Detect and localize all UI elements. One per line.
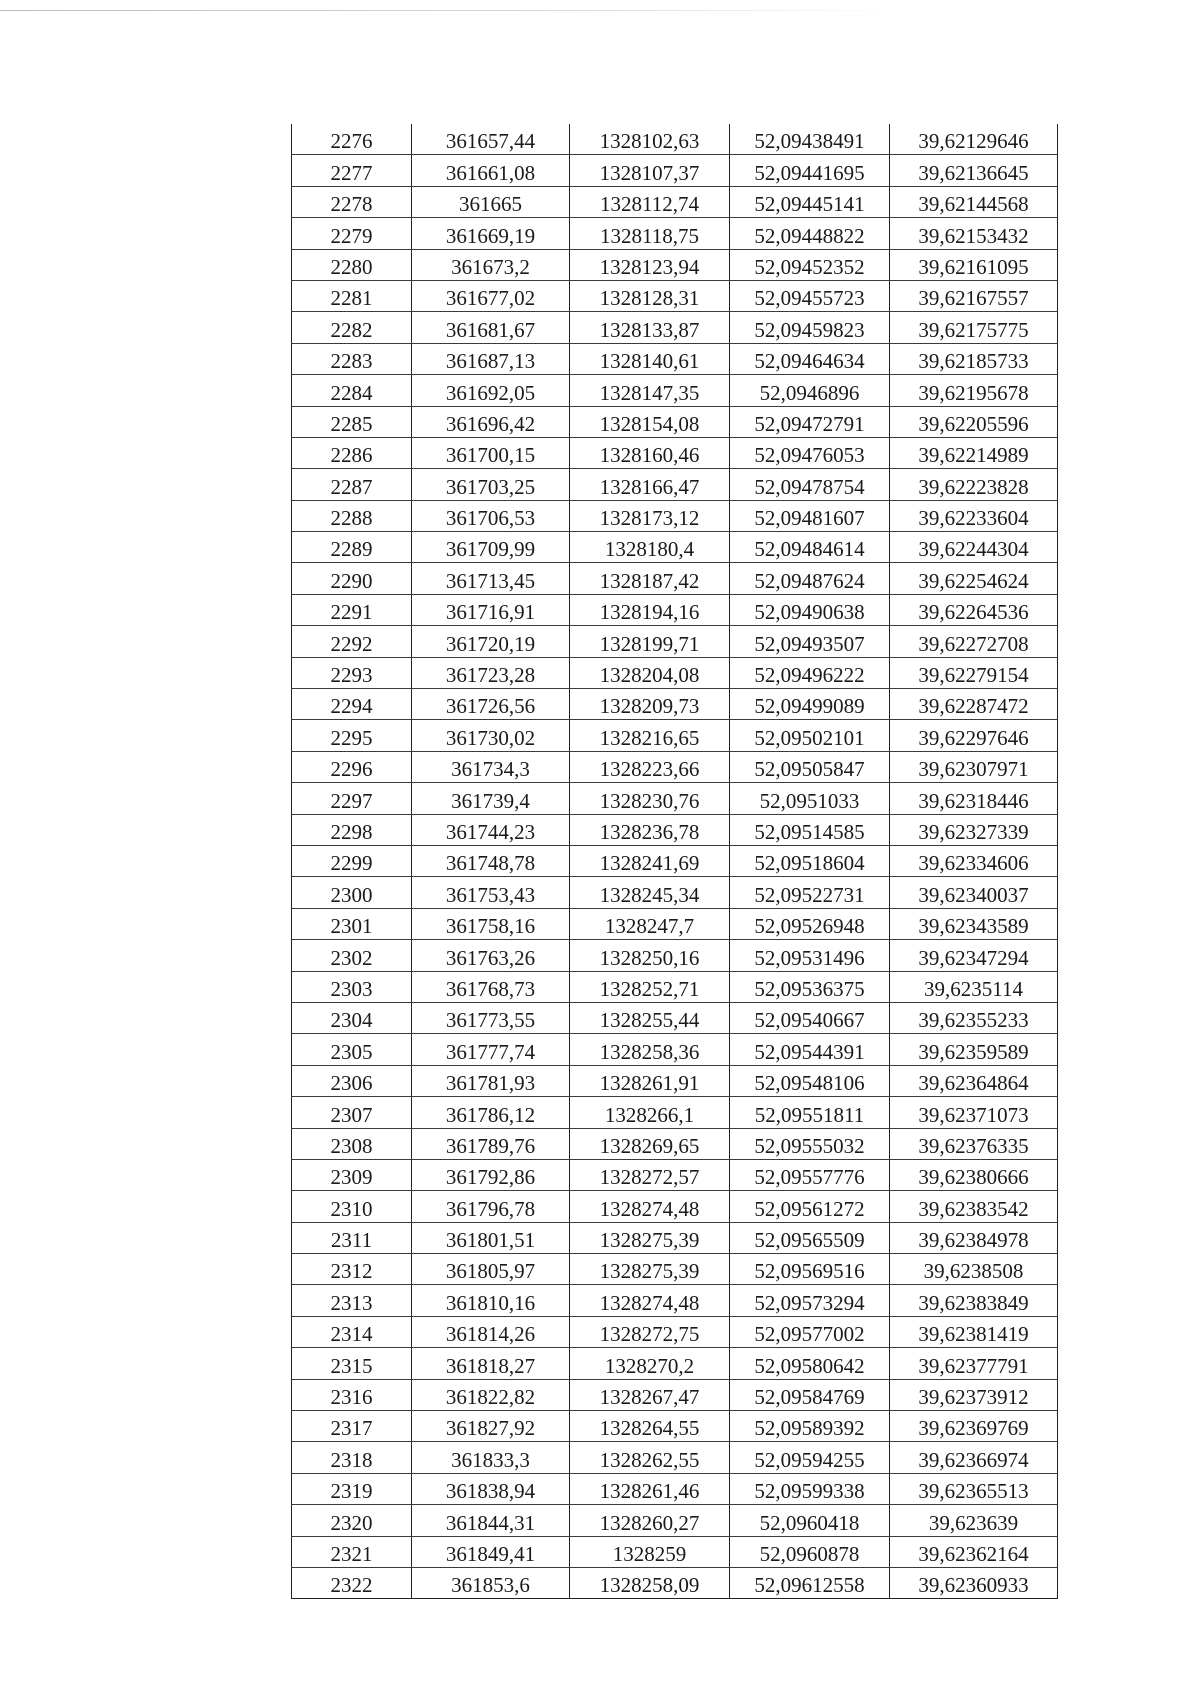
y-coordinate-cell: 1328128,31 — [570, 280, 730, 311]
point-number-cell: 2309 — [292, 1159, 412, 1190]
y-coordinate-cell: 1328258,09 — [570, 1567, 730, 1598]
table-row — [292, 1505, 1058, 1536]
point-number-cell: 2322 — [292, 1567, 412, 1598]
latitude-cell: 52,09536375 — [730, 971, 890, 1002]
y-coordinate-cell: 1328245,34 — [570, 877, 730, 908]
point-number-cell: 2287 — [292, 469, 412, 500]
x-coordinate-cell: 361716,91 — [412, 594, 570, 625]
y-coordinate-cell: 1328260,27 — [570, 1505, 730, 1536]
longitude-cell: 39,62144568 — [890, 186, 1058, 217]
table-row — [292, 1065, 1058, 1096]
latitude-cell: 52,09448822 — [730, 218, 890, 249]
x-coordinate-cell: 361758,16 — [412, 908, 570, 939]
x-coordinate-cell: 361706,53 — [412, 500, 570, 531]
point-number-cell: 2290 — [292, 563, 412, 594]
table-row — [292, 814, 1058, 845]
longitude-cell: 39,62383542 — [890, 1191, 1058, 1222]
x-coordinate-cell: 361801,51 — [412, 1222, 570, 1253]
longitude-cell: 39,62334606 — [890, 845, 1058, 876]
point-number-cell: 2285 — [292, 406, 412, 437]
x-coordinate-cell: 361773,55 — [412, 1002, 570, 1033]
table-row — [292, 845, 1058, 876]
longitude-cell: 39,62380666 — [890, 1159, 1058, 1190]
longitude-cell: 39,62297646 — [890, 720, 1058, 751]
longitude-cell: 39,62383849 — [890, 1285, 1058, 1316]
longitude-cell: 39,62153432 — [890, 218, 1058, 249]
y-coordinate-cell: 1328261,46 — [570, 1473, 730, 1504]
latitude-cell: 52,09514585 — [730, 814, 890, 845]
y-coordinate-cell: 1328209,73 — [570, 689, 730, 720]
y-coordinate-cell: 1328154,08 — [570, 406, 730, 437]
y-coordinate-cell: 1328275,39 — [570, 1222, 730, 1253]
table-row — [292, 594, 1058, 625]
x-coordinate-cell: 361763,26 — [412, 940, 570, 971]
y-coordinate-cell: 1328133,87 — [570, 312, 730, 343]
coordinates-table-body — [292, 124, 1058, 1599]
longitude-cell: 39,62254624 — [890, 563, 1058, 594]
y-coordinate-cell: 1328258,36 — [570, 1034, 730, 1065]
x-coordinate-cell: 361744,23 — [412, 814, 570, 845]
latitude-cell: 52,09548106 — [730, 1065, 890, 1096]
point-number-cell: 2304 — [292, 1002, 412, 1033]
x-coordinate-cell: 361700,15 — [412, 437, 570, 468]
point-number-cell: 2319 — [292, 1473, 412, 1504]
table-row — [292, 1536, 1058, 1567]
table-row — [292, 1254, 1058, 1285]
y-coordinate-cell: 1328107,37 — [570, 155, 730, 186]
x-coordinate-cell: 361734,3 — [412, 751, 570, 782]
x-coordinate-cell: 361748,78 — [412, 845, 570, 876]
x-coordinate-cell: 361827,92 — [412, 1411, 570, 1442]
table-row — [292, 1348, 1058, 1379]
y-coordinate-cell: 1328102,63 — [570, 124, 730, 155]
point-number-cell: 2300 — [292, 877, 412, 908]
y-coordinate-cell: 1328261,91 — [570, 1065, 730, 1096]
table-row — [292, 375, 1058, 406]
longitude-cell: 39,62214989 — [890, 437, 1058, 468]
longitude-cell: 39,62129646 — [890, 124, 1058, 155]
longitude-cell: 39,62347294 — [890, 940, 1058, 971]
longitude-cell: 39,62318446 — [890, 783, 1058, 814]
table-row — [292, 532, 1058, 563]
x-coordinate-cell: 361726,56 — [412, 689, 570, 720]
point-number-cell: 2293 — [292, 657, 412, 688]
y-coordinate-cell: 1328252,71 — [570, 971, 730, 1002]
latitude-cell: 52,09459823 — [730, 312, 890, 343]
latitude-cell: 52,09594255 — [730, 1442, 890, 1473]
latitude-cell: 52,09557776 — [730, 1159, 890, 1190]
latitude-cell: 52,09502101 — [730, 720, 890, 751]
table-row — [292, 500, 1058, 531]
point-number-cell: 2284 — [292, 375, 412, 406]
point-number-cell: 2279 — [292, 218, 412, 249]
table-row — [292, 1002, 1058, 1033]
point-number-cell: 2298 — [292, 814, 412, 845]
x-coordinate-cell: 361753,43 — [412, 877, 570, 908]
x-coordinate-cell: 361665 — [412, 186, 570, 217]
point-number-cell: 2317 — [292, 1411, 412, 1442]
table-row — [292, 437, 1058, 468]
x-coordinate-cell: 361810,16 — [412, 1285, 570, 1316]
x-coordinate-cell: 361677,02 — [412, 280, 570, 311]
latitude-cell: 52,09526948 — [730, 908, 890, 939]
y-coordinate-cell: 1328166,47 — [570, 469, 730, 500]
latitude-cell: 52,09484614 — [730, 532, 890, 563]
table-row — [292, 1411, 1058, 1442]
x-coordinate-cell: 361838,94 — [412, 1473, 570, 1504]
latitude-cell: 52,09472791 — [730, 406, 890, 437]
x-coordinate-cell: 361814,26 — [412, 1316, 570, 1347]
point-number-cell: 2280 — [292, 249, 412, 280]
y-coordinate-cell: 1328187,42 — [570, 563, 730, 594]
point-number-cell: 2294 — [292, 689, 412, 720]
y-coordinate-cell: 1328112,74 — [570, 186, 730, 217]
table-row — [292, 940, 1058, 971]
latitude-cell: 52,09599338 — [730, 1473, 890, 1504]
latitude-cell: 52,09577002 — [730, 1316, 890, 1347]
x-coordinate-cell: 361713,45 — [412, 563, 570, 594]
table-row — [292, 186, 1058, 217]
table-row — [292, 1567, 1058, 1598]
longitude-cell: 39,62366974 — [890, 1442, 1058, 1473]
x-coordinate-cell: 361792,86 — [412, 1159, 570, 1190]
x-coordinate-cell: 361805,97 — [412, 1254, 570, 1285]
table-row — [292, 971, 1058, 1002]
point-number-cell: 2318 — [292, 1442, 412, 1473]
x-coordinate-cell: 361657,44 — [412, 124, 570, 155]
x-coordinate-cell: 361789,76 — [412, 1128, 570, 1159]
longitude-cell: 39,62384978 — [890, 1222, 1058, 1253]
table-row — [292, 908, 1058, 939]
table-row — [292, 249, 1058, 280]
longitude-cell: 39,62175775 — [890, 312, 1058, 343]
point-number-cell: 2297 — [292, 783, 412, 814]
point-number-cell: 2282 — [292, 312, 412, 343]
x-coordinate-cell: 361730,02 — [412, 720, 570, 751]
x-coordinate-cell: 361781,93 — [412, 1065, 570, 1096]
y-coordinate-cell: 1328255,44 — [570, 1002, 730, 1033]
latitude-cell: 52,09478754 — [730, 469, 890, 500]
y-coordinate-cell: 1328216,65 — [570, 720, 730, 751]
y-coordinate-cell: 1328267,47 — [570, 1379, 730, 1410]
x-coordinate-cell: 361739,4 — [412, 783, 570, 814]
table-row — [292, 469, 1058, 500]
latitude-cell: 52,09584769 — [730, 1379, 890, 1410]
table-row — [292, 877, 1058, 908]
point-number-cell: 2278 — [292, 186, 412, 217]
longitude-cell: 39,62359589 — [890, 1034, 1058, 1065]
longitude-cell: 39,62377791 — [890, 1348, 1058, 1379]
y-coordinate-cell: 1328269,65 — [570, 1128, 730, 1159]
table-row — [292, 563, 1058, 594]
y-coordinate-cell: 1328274,48 — [570, 1285, 730, 1316]
y-coordinate-cell: 1328266,1 — [570, 1097, 730, 1128]
point-number-cell: 2289 — [292, 532, 412, 563]
point-number-cell: 2288 — [292, 500, 412, 531]
point-number-cell: 2296 — [292, 751, 412, 782]
longitude-cell: 39,62244304 — [890, 532, 1058, 563]
x-coordinate-cell: 361849,41 — [412, 1536, 570, 1567]
latitude-cell: 52,09464634 — [730, 343, 890, 374]
y-coordinate-cell: 1328247,7 — [570, 908, 730, 939]
latitude-cell: 52,0946896 — [730, 375, 890, 406]
x-coordinate-cell: 361692,05 — [412, 375, 570, 406]
latitude-cell: 52,09551811 — [730, 1097, 890, 1128]
x-coordinate-cell: 361833,3 — [412, 1442, 570, 1473]
latitude-cell: 52,0951033 — [730, 783, 890, 814]
point-number-cell: 2305 — [292, 1034, 412, 1065]
x-coordinate-cell: 361696,42 — [412, 406, 570, 437]
longitude-cell: 39,62360933 — [890, 1567, 1058, 1598]
longitude-cell: 39,6238508 — [890, 1254, 1058, 1285]
longitude-cell: 39,62340037 — [890, 877, 1058, 908]
latitude-cell: 52,09580642 — [730, 1348, 890, 1379]
longitude-cell: 39,62343589 — [890, 908, 1058, 939]
table-row — [292, 783, 1058, 814]
x-coordinate-cell: 361673,2 — [412, 249, 570, 280]
latitude-cell: 52,09445141 — [730, 186, 890, 217]
latitude-cell: 52,09487624 — [730, 563, 890, 594]
point-number-cell: 2302 — [292, 940, 412, 971]
table-row — [292, 657, 1058, 688]
scan-edge-line — [0, 10, 900, 11]
latitude-cell: 52,09438491 — [730, 124, 890, 155]
x-coordinate-cell: 361669,19 — [412, 218, 570, 249]
point-number-cell: 2314 — [292, 1316, 412, 1347]
latitude-cell: 52,09499089 — [730, 689, 890, 720]
table-row — [292, 1285, 1058, 1316]
point-number-cell: 2315 — [292, 1348, 412, 1379]
table-row — [292, 280, 1058, 311]
point-number-cell: 2281 — [292, 280, 412, 311]
table-row — [292, 124, 1058, 155]
latitude-cell: 52,09589392 — [730, 1411, 890, 1442]
y-coordinate-cell: 1328270,2 — [570, 1348, 730, 1379]
table-row — [292, 1034, 1058, 1065]
longitude-cell: 39,62364864 — [890, 1065, 1058, 1096]
x-coordinate-cell: 361818,27 — [412, 1348, 570, 1379]
y-coordinate-cell: 1328194,16 — [570, 594, 730, 625]
y-coordinate-cell: 1328118,75 — [570, 218, 730, 249]
point-number-cell: 2308 — [292, 1128, 412, 1159]
longitude-cell: 39,62373912 — [890, 1379, 1058, 1410]
latitude-cell: 52,09522731 — [730, 877, 890, 908]
point-number-cell: 2295 — [292, 720, 412, 751]
table-row — [292, 343, 1058, 374]
latitude-cell: 52,0960418 — [730, 1505, 890, 1536]
coordinates-table — [291, 124, 1058, 1599]
longitude-cell: 39,62369769 — [890, 1411, 1058, 1442]
x-coordinate-cell: 361768,73 — [412, 971, 570, 1002]
latitude-cell: 52,09496222 — [730, 657, 890, 688]
table-row — [292, 1316, 1058, 1347]
y-coordinate-cell: 1328272,57 — [570, 1159, 730, 1190]
latitude-cell: 52,09540667 — [730, 1002, 890, 1033]
point-number-cell: 2291 — [292, 594, 412, 625]
table-row — [292, 1191, 1058, 1222]
longitude-cell: 39,6235114 — [890, 971, 1058, 1002]
latitude-cell: 52,09555032 — [730, 1128, 890, 1159]
latitude-cell: 52,09544391 — [730, 1034, 890, 1065]
y-coordinate-cell: 1328123,94 — [570, 249, 730, 280]
longitude-cell: 39,62205596 — [890, 406, 1058, 437]
longitude-cell: 39,62195678 — [890, 375, 1058, 406]
table-row — [292, 312, 1058, 343]
point-number-cell: 2307 — [292, 1097, 412, 1128]
x-coordinate-cell: 361723,28 — [412, 657, 570, 688]
point-number-cell: 2306 — [292, 1065, 412, 1096]
y-coordinate-cell: 1328173,12 — [570, 500, 730, 531]
x-coordinate-cell: 361853,6 — [412, 1567, 570, 1598]
y-coordinate-cell: 1328250,16 — [570, 940, 730, 971]
table-row — [292, 626, 1058, 657]
table-row — [292, 720, 1058, 751]
y-coordinate-cell: 1328160,46 — [570, 437, 730, 468]
table-row — [292, 1128, 1058, 1159]
x-coordinate-cell: 361709,99 — [412, 532, 570, 563]
x-coordinate-cell: 361661,08 — [412, 155, 570, 186]
longitude-cell: 39,62355233 — [890, 1002, 1058, 1033]
table-row — [292, 155, 1058, 186]
latitude-cell: 52,09493507 — [730, 626, 890, 657]
point-number-cell: 2286 — [292, 437, 412, 468]
longitude-cell: 39,62223828 — [890, 469, 1058, 500]
y-coordinate-cell: 1328140,61 — [570, 343, 730, 374]
y-coordinate-cell: 1328264,55 — [570, 1411, 730, 1442]
longitude-cell: 39,62376335 — [890, 1128, 1058, 1159]
x-coordinate-cell: 361786,12 — [412, 1097, 570, 1128]
y-coordinate-cell: 1328259 — [570, 1536, 730, 1567]
point-number-cell: 2292 — [292, 626, 412, 657]
longitude-cell: 39,62307971 — [890, 751, 1058, 782]
longitude-cell: 39,62264536 — [890, 594, 1058, 625]
latitude-cell: 52,09490638 — [730, 594, 890, 625]
longitude-cell: 39,62136645 — [890, 155, 1058, 186]
longitude-cell: 39,62365513 — [890, 1473, 1058, 1504]
table-row — [292, 1473, 1058, 1504]
point-number-cell: 2320 — [292, 1505, 412, 1536]
y-coordinate-cell: 1328272,75 — [570, 1316, 730, 1347]
table-row — [292, 1379, 1058, 1410]
table-row — [292, 1097, 1058, 1128]
x-coordinate-cell: 361777,74 — [412, 1034, 570, 1065]
longitude-cell: 39,62279154 — [890, 657, 1058, 688]
longitude-cell: 39,62287472 — [890, 689, 1058, 720]
latitude-cell: 52,09455723 — [730, 280, 890, 311]
latitude-cell: 52,09531496 — [730, 940, 890, 971]
x-coordinate-cell: 361703,25 — [412, 469, 570, 500]
table-row — [292, 406, 1058, 437]
point-number-cell: 2277 — [292, 155, 412, 186]
y-coordinate-cell: 1328204,08 — [570, 657, 730, 688]
table-row — [292, 1159, 1058, 1190]
y-coordinate-cell: 1328199,71 — [570, 626, 730, 657]
point-number-cell: 2301 — [292, 908, 412, 939]
point-number-cell: 2303 — [292, 971, 412, 1002]
longitude-cell: 39,62362164 — [890, 1536, 1058, 1567]
document-page — [291, 124, 1057, 1599]
latitude-cell: 52,09476053 — [730, 437, 890, 468]
latitude-cell: 52,09573294 — [730, 1285, 890, 1316]
longitude-cell: 39,62381419 — [890, 1316, 1058, 1347]
table-row — [292, 218, 1058, 249]
longitude-cell: 39,62272708 — [890, 626, 1058, 657]
point-number-cell: 2283 — [292, 343, 412, 374]
point-number-cell: 2276 — [292, 124, 412, 155]
table-row — [292, 1222, 1058, 1253]
latitude-cell: 52,09612558 — [730, 1567, 890, 1598]
point-number-cell: 2321 — [292, 1536, 412, 1567]
x-coordinate-cell: 361681,67 — [412, 312, 570, 343]
y-coordinate-cell: 1328274,48 — [570, 1191, 730, 1222]
latitude-cell: 52,09518604 — [730, 845, 890, 876]
x-coordinate-cell: 361720,19 — [412, 626, 570, 657]
latitude-cell: 52,09481607 — [730, 500, 890, 531]
y-coordinate-cell: 1328230,76 — [570, 783, 730, 814]
longitude-cell: 39,62185733 — [890, 343, 1058, 374]
table-row — [292, 689, 1058, 720]
latitude-cell: 52,0960878 — [730, 1536, 890, 1567]
y-coordinate-cell: 1328262,55 — [570, 1442, 730, 1473]
latitude-cell: 52,09569516 — [730, 1254, 890, 1285]
y-coordinate-cell: 1328275,39 — [570, 1254, 730, 1285]
point-number-cell: 2310 — [292, 1191, 412, 1222]
y-coordinate-cell: 1328236,78 — [570, 814, 730, 845]
latitude-cell: 52,09565509 — [730, 1222, 890, 1253]
point-number-cell: 2299 — [292, 845, 412, 876]
table-row — [292, 751, 1058, 782]
longitude-cell: 39,62167557 — [890, 280, 1058, 311]
y-coordinate-cell: 1328223,66 — [570, 751, 730, 782]
x-coordinate-cell: 361796,78 — [412, 1191, 570, 1222]
x-coordinate-cell: 361822,82 — [412, 1379, 570, 1410]
latitude-cell: 52,09452352 — [730, 249, 890, 280]
longitude-cell: 39,62327339 — [890, 814, 1058, 845]
longitude-cell: 39,62371073 — [890, 1097, 1058, 1128]
y-coordinate-cell: 1328180,4 — [570, 532, 730, 563]
table-row — [292, 1442, 1058, 1473]
latitude-cell: 52,09441695 — [730, 155, 890, 186]
y-coordinate-cell: 1328241,69 — [570, 845, 730, 876]
latitude-cell: 52,09505847 — [730, 751, 890, 782]
longitude-cell: 39,62161095 — [890, 249, 1058, 280]
point-number-cell: 2311 — [292, 1222, 412, 1253]
point-number-cell: 2313 — [292, 1285, 412, 1316]
x-coordinate-cell: 361687,13 — [412, 343, 570, 374]
latitude-cell: 52,09561272 — [730, 1191, 890, 1222]
longitude-cell: 39,623639 — [890, 1505, 1058, 1536]
point-number-cell: 2312 — [292, 1254, 412, 1285]
y-coordinate-cell: 1328147,35 — [570, 375, 730, 406]
x-coordinate-cell: 361844,31 — [412, 1505, 570, 1536]
longitude-cell: 39,62233604 — [890, 500, 1058, 531]
point-number-cell: 2316 — [292, 1379, 412, 1410]
